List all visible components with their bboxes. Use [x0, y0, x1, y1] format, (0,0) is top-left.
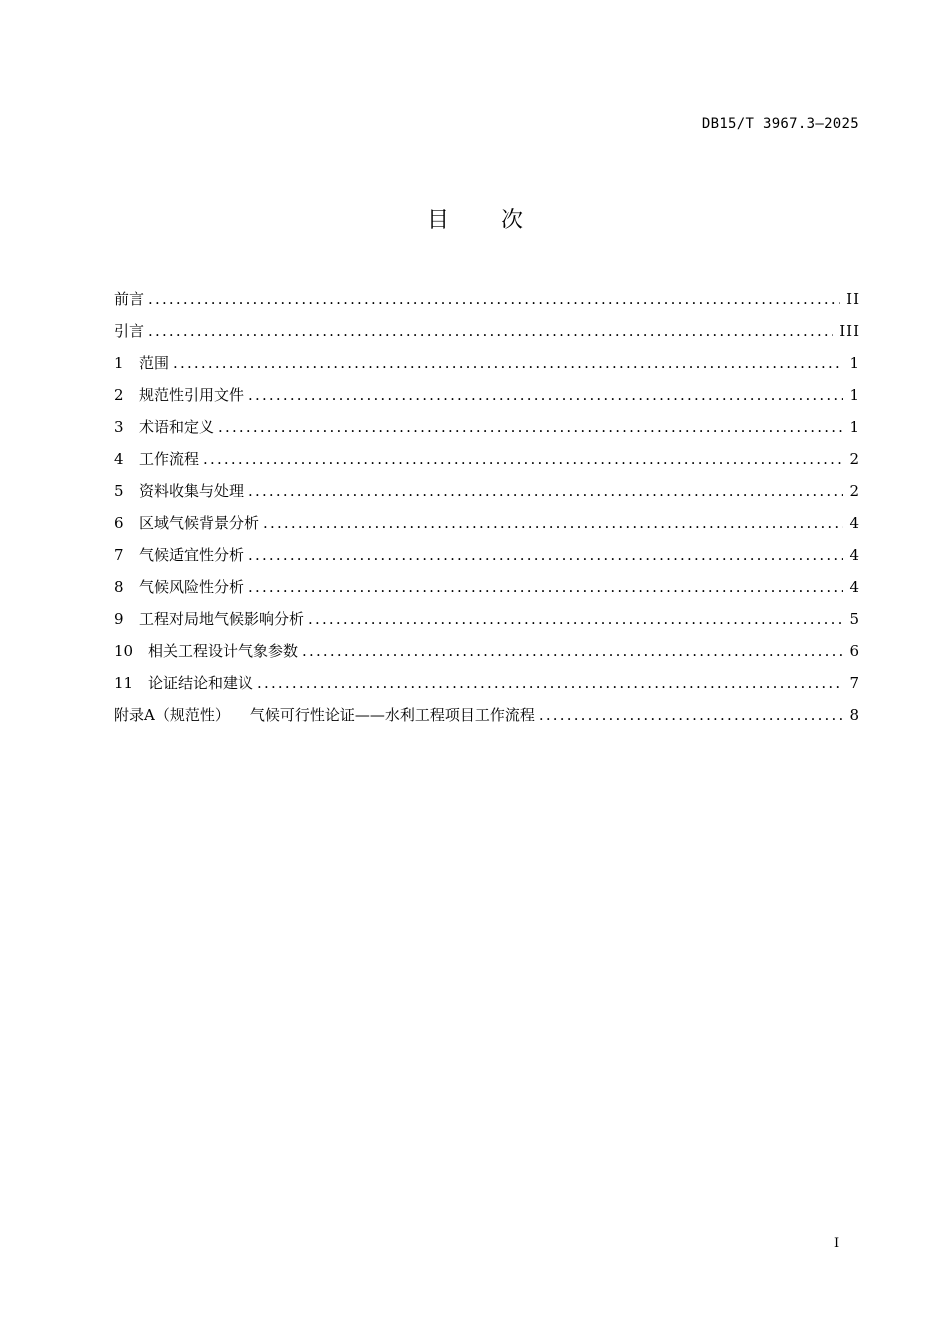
- toc-entry-number: 8: [114, 578, 124, 596]
- toc-entry-page: 4: [849, 546, 860, 564]
- toc-entry-11[interactable]: [114, 671, 860, 703]
- toc-entry-label: 前言: [114, 290, 145, 308]
- toc-entry-page: II: [846, 290, 860, 308]
- toc-entry-introduction[interactable]: [114, 319, 860, 351]
- dot-leader: [203, 447, 843, 471]
- toc-entry-page: 2: [849, 450, 860, 468]
- table-of-contents: [114, 287, 860, 735]
- toc-entry-number: 10: [114, 642, 134, 660]
- toc-entry-label: 术语和定义: [139, 418, 215, 436]
- document-code: DB15/T 3967.3—2025: [701, 116, 859, 132]
- toc-entry-number: 7: [114, 546, 124, 564]
- toc-entry-page: 1: [849, 418, 860, 436]
- toc-entry-9[interactable]: [114, 607, 860, 639]
- dot-leader: [248, 575, 843, 599]
- toc-entry-page: 7: [849, 674, 860, 692]
- toc-entry-number: 11: [114, 674, 134, 692]
- toc-entry-page: 4: [849, 514, 860, 532]
- toc-entry-page: 5: [849, 610, 860, 628]
- toc-entry-5[interactable]: [114, 479, 860, 511]
- toc-entry-number: 2: [114, 386, 124, 404]
- toc-entry-number: 9: [114, 610, 124, 628]
- toc-entry-2[interactable]: [114, 383, 860, 415]
- dot-leader: [218, 415, 843, 439]
- toc-entry-label: 论证结论和建议: [148, 674, 254, 692]
- dot-leader: [539, 703, 844, 727]
- page-number: I: [834, 1236, 840, 1251]
- toc-entry-10[interactable]: [114, 639, 860, 671]
- page-title: [0, 203, 950, 234]
- toc-entry-3[interactable]: [114, 415, 860, 447]
- toc-entry-label: 范围: [139, 354, 170, 372]
- toc-entry-page: 1: [849, 386, 860, 404]
- toc-entry-label: 规范性引用文件: [139, 386, 245, 404]
- dot-leader: [257, 671, 843, 695]
- title-char-1: 目: [426, 208, 449, 233]
- toc-entry-label: 气候风险性分析: [139, 578, 245, 596]
- appendix-title: 气候可行性论证——水利工程项目工作流程: [249, 706, 535, 724]
- toc-entry-label: [114, 703, 535, 727]
- toc-entry-number: 6: [114, 514, 124, 532]
- toc-entry-label: 引言: [114, 322, 145, 340]
- toc-entry-label: 资料收集与处理: [139, 482, 245, 500]
- toc-entry-page: 4: [849, 578, 860, 596]
- toc-entry-label: 工程对局地气候影响分析: [139, 610, 305, 628]
- toc-entry-page: 6: [849, 642, 860, 660]
- toc-entry-8[interactable]: [114, 575, 860, 607]
- toc-entry-label: 相关工程设计气象参数: [148, 642, 299, 660]
- toc-entry-page: 2: [849, 482, 860, 500]
- toc-entry-6[interactable]: [114, 511, 860, 543]
- toc-entry-number: 4: [114, 450, 124, 468]
- dot-leader: [308, 607, 843, 631]
- toc-entry-number: 5: [114, 482, 124, 500]
- toc-entry-number: 1: [114, 354, 124, 372]
- dot-leader: [148, 319, 833, 343]
- toc-entry-foreword[interactable]: [114, 287, 860, 319]
- toc-entry-page: III: [839, 322, 860, 340]
- toc-entry-number: 3: [114, 418, 124, 436]
- toc-entry-1[interactable]: [114, 351, 860, 383]
- dot-leader: [248, 383, 843, 407]
- toc-entry-4[interactable]: [114, 447, 860, 479]
- toc-entry-7[interactable]: [114, 543, 860, 575]
- dot-leader: [302, 639, 843, 663]
- toc-entry-page: 1: [849, 354, 860, 372]
- toc-entry-label: 区域气候背景分析: [139, 514, 260, 532]
- dot-leader: [148, 287, 840, 311]
- dot-leader: [248, 479, 843, 503]
- toc-entry-appendix-a[interactable]: [114, 703, 860, 735]
- toc-entry-page: 8: [849, 706, 860, 724]
- dot-leader: [248, 543, 843, 567]
- dot-leader: [263, 511, 843, 535]
- appendix-prefix: 附录A（规范性）: [114, 706, 230, 724]
- toc-entry-label: 工作流程: [139, 450, 200, 468]
- dot-leader: [173, 351, 843, 375]
- toc-entry-label: 气候适宜性分析: [139, 546, 245, 564]
- title-char-2: 次: [501, 208, 524, 233]
